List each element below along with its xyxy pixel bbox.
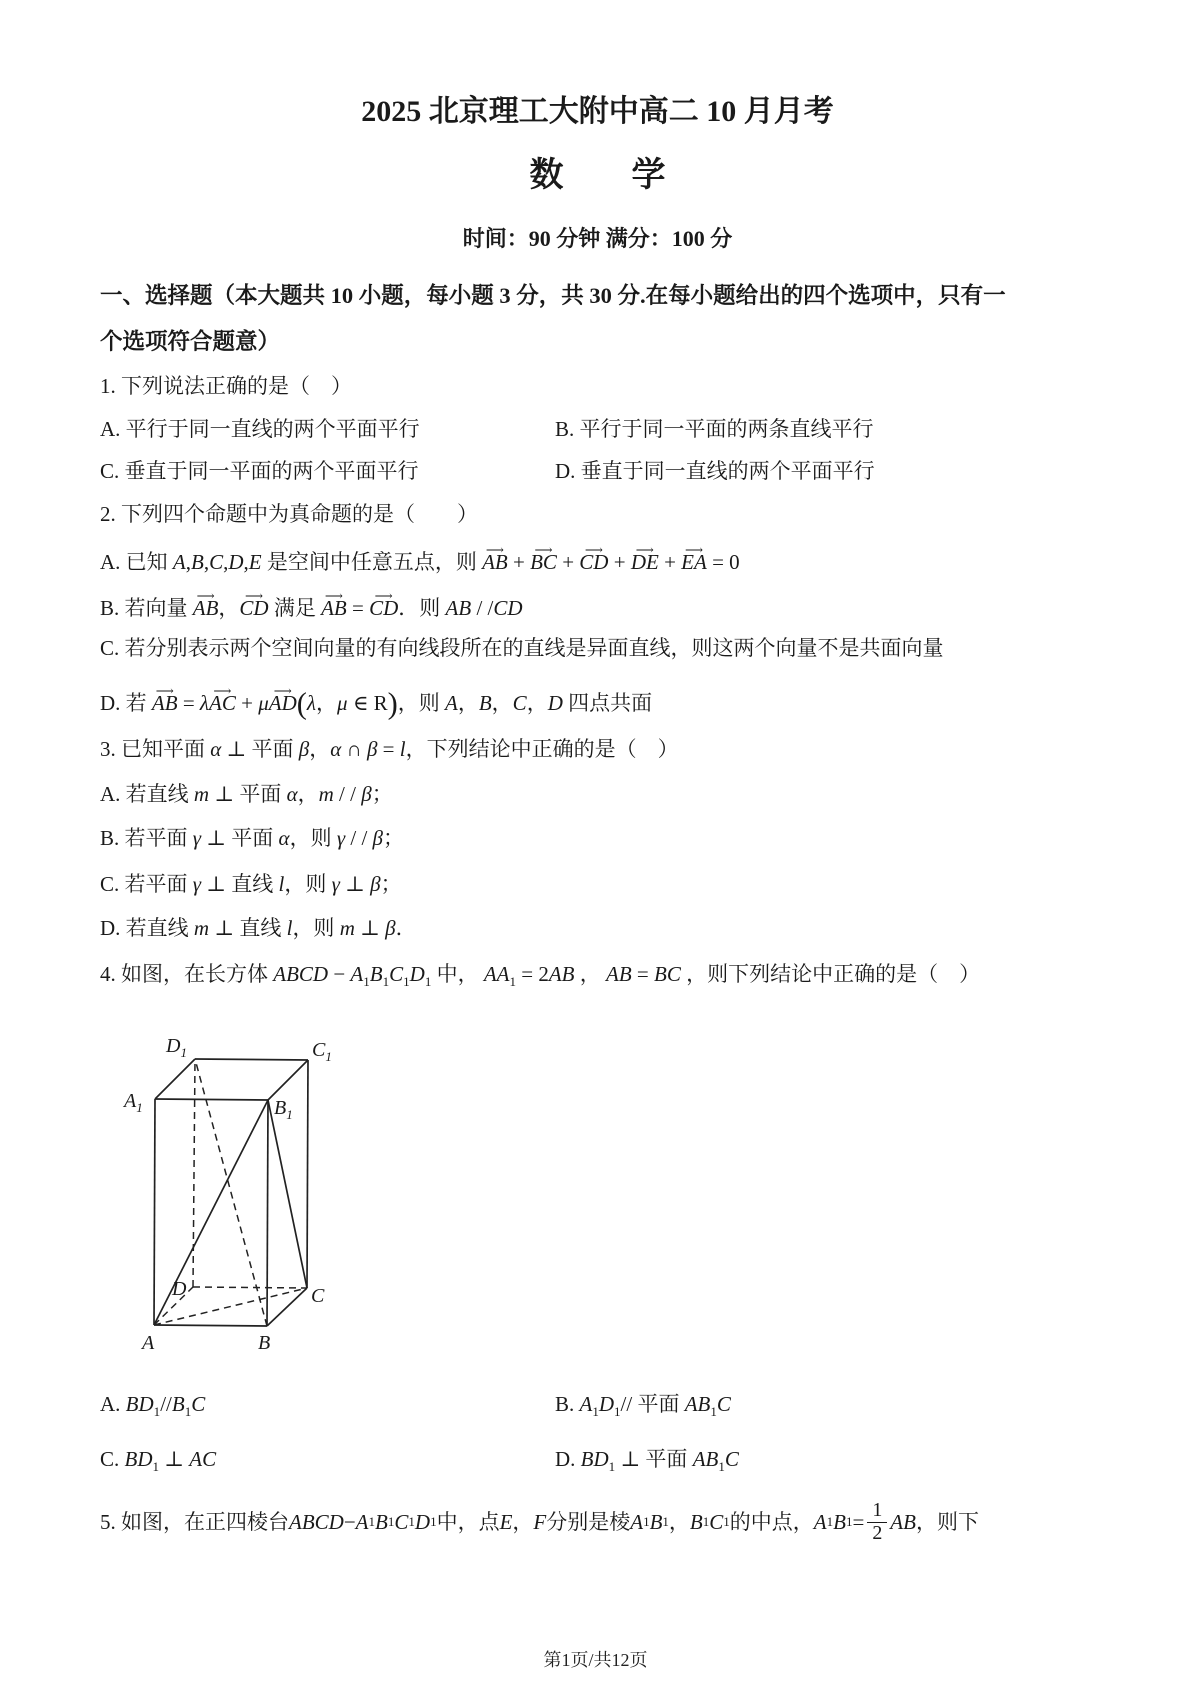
question-4-option-c: C. $BD_1$ ⊥ AC [100, 1447, 217, 1475]
vertex-label-c1: $C_1$ [312, 1038, 332, 1064]
vertex-label-b: B [258, 1331, 271, 1354]
question-1-stem: 1. 下列说法正确的是（ ） [100, 374, 352, 398]
question-3-option-a: A. 若直线 m ⊥ 平面 α，m / / β； [100, 781, 393, 806]
question-1-option-d: D. 垂直于同一直线的两个平面平行 [555, 459, 875, 483]
question-2-option-b: B. 若向量 AB ⟶，CD ⟶ 满足 AB ⟶ = CD ⟶．则 AB / /CD [100, 583, 1095, 623]
question-1-option-b: B. 平行于同一平面的两条直线平行 [555, 417, 874, 441]
question-4-option-d: D. $BD_1$ ⊥ 平面 $AB_1C$ [555, 1447, 739, 1475]
vertex-label-c: C [311, 1284, 325, 1307]
question-2-option-c: C. 若分别表示两个空间向量的有向线段所在的直线是异面直线，则这两个向量不是共面向量 [100, 636, 944, 660]
vertex-label-a: A [142, 1331, 155, 1354]
question-2-option-d: D. 若 AB ⟶ = λAC ⟶ + μAD ⟶(λ，μ ∈ R)，则 A，B，C，D 四点共面 [100, 675, 1095, 720]
vertex-label-d1: $D_1$ [166, 1034, 187, 1060]
page-footer: 第1页/共12页 [543, 1650, 648, 1670]
question-4-options-row-2 [100, 1444, 1095, 1482]
question-4-option-a: A. $BD_1//B_1C$ [100, 1391, 206, 1420]
question-5-stem: 5. 如图，在正四棱台 ABCD − A 1 B 1 C 1 D 1 中，点 E ， F 分别是棱 A 1 B 1 ， B 1 C 1 的中点， A 1 B 1 = $\frac{1}{2}$ AB ，则下 [100, 1499, 979, 1544]
vertex-label-d: D [172, 1277, 187, 1300]
cuboid-figure [106, 1025, 1095, 1359]
exam-info: 时间：90 分钟 满分：100 分 [462, 226, 733, 251]
question-3-stem: 3. 已知平面 α ⊥ 平面 β，α ∩ β = l，下列结论中正确的是（ ） [100, 736, 679, 761]
exam-title: 2025 北京理工大附中高二 10 月月考 [361, 95, 834, 128]
question-4-option-b: B. $A_1D_1//$ 平面 $AB_1C$ [555, 1391, 731, 1420]
question-4-options-row-1 [100, 1389, 1095, 1427]
question-1-options-row-1 [100, 414, 1095, 444]
vertex-label-b1: $B_1$ [274, 1096, 293, 1122]
question-2-option-a: A. 已知 A,B,C,D,E 是空间中任意五点，则 AB ⟶ + BC ⟶ + CD ⟶ + DE ⟶ + EA ⟶ = 0 [100, 537, 1095, 577]
question-1-options-row-2 [100, 456, 1095, 486]
section-heading-line-1: 一、选择题（本大题共 10 小题，每小题 3 分，共 30 分.在每小题给出的四个选项中，只有一 [100, 283, 1006, 308]
vertex-label-a1: $A_1$ [124, 1089, 143, 1115]
question-3-option-d: D. 若直线 m ⊥ 直线 l，则 m ⊥ β． [100, 915, 417, 940]
question-2-stem: 2. 下列四个命题中为真命题的是（ ） [100, 502, 478, 526]
question-4-stem: 4. 如图，在长方体 ABCD − $A_1B_1C_1D_1$ 中， $AA_1 = 2AB$ ， AB = BC ，则下列结论中正确的是（ ） [100, 961, 981, 989]
question-3-option-c: C. 若平面 γ ⊥ 直线 l，则 γ ⊥ β； [100, 871, 402, 896]
section-heading-line-2: 个选项符合题意） [100, 329, 281, 354]
question-1-option-c: C. 垂直于同一平面的两个平面平行 [100, 459, 419, 483]
question-1-option-a: A. 平行于同一直线的两个平面平行 [100, 417, 420, 441]
question-3-option-b: B. 若平面 γ ⊥ 平面 α，则 γ / / β； [100, 825, 404, 850]
exam-subject: 数 学 [529, 157, 666, 194]
